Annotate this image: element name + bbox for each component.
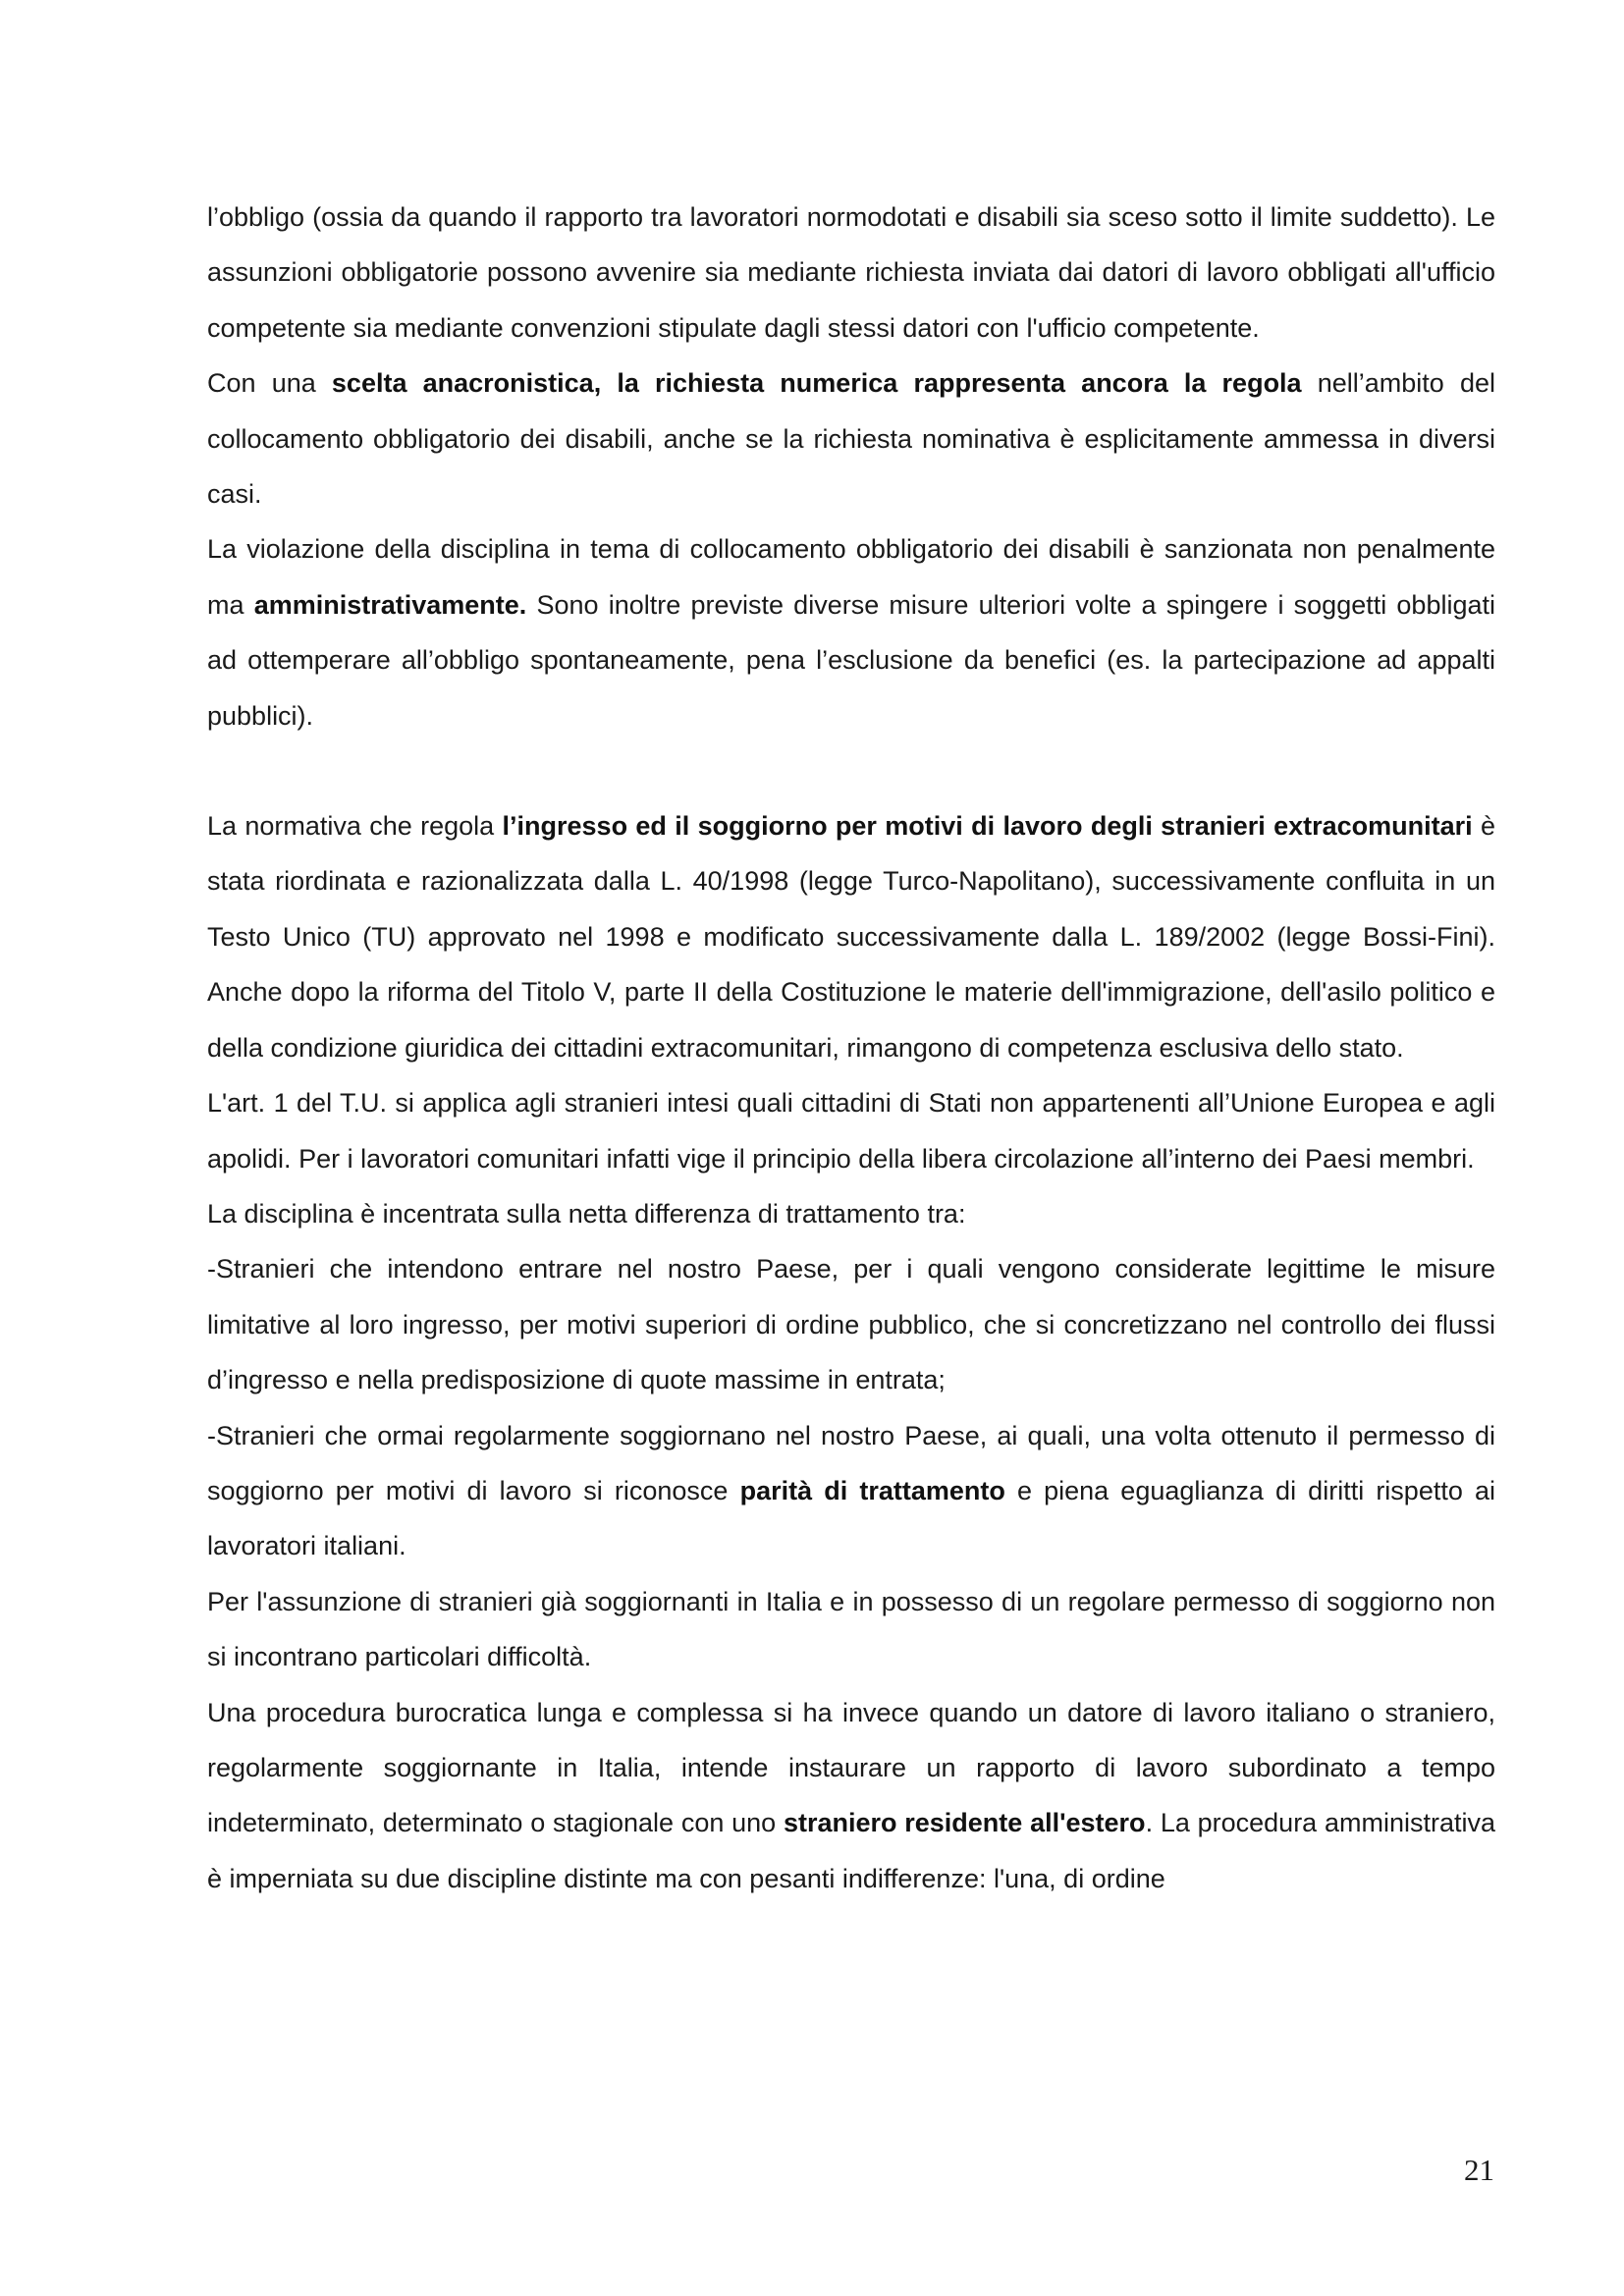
paragraph-gap: [207, 743, 1495, 798]
paragraph-2: [207, 355, 1495, 521]
bold-segment: parità di trattamento: [739, 1475, 1005, 1505]
page-number: 21: [1464, 2153, 1494, 2187]
text-segment: Sono inoltre previste diverse misure ulteriori volte a spingere i soggetti obbligati ad ottemperare all’obbligo spontaneamente, pena l’esclusione da benefici (es. la partecipazione ad appalti pubblici).: [207, 589, 1495, 731]
text-segment: è stata riordinata e razionalizzata dalla L. 40/1998 (legge Turco-Napolitano), successivamente confluita in un Testo Unico (TU) approvato nel 1998 e modificato successivamente dalla L. 189/2002 (legge Bossi-Fini). Anche dopo la riforma del Titolo V, parte II della Costituzione le materie dell'immigrazione, dell'asilo politico e della condizione giuridica dei cittadini extracomunitari, rimangono di competenza esclusiva dello stato.: [207, 811, 1495, 1063]
bold-segment: scelta anacronistica, la richiesta numerica rappresenta ancora la regola: [331, 368, 1302, 399]
paragraph-5: [207, 1075, 1495, 1186]
paragraph-6: [207, 1186, 1495, 1241]
text-segment: L'art. 1 del T.U. si applica agli stranieri intesi quali cittadini di Stati non appartenenti all’Unione Europea e agli apolidi. Per i lavoratori comunitari infatti vige il principio della libera circolazione all’interno dei Paesi membri.: [207, 1088, 1495, 1174]
paragraph-8: [207, 1408, 1495, 1574]
text-segment: e piena eguaglianza di diritti rispetto ai lavoratori italiani.: [207, 1475, 1495, 1561]
paragraph-4: [207, 798, 1495, 1075]
bold-segment: l’ingresso ed il soggiorno per motivi di lavoro degli stranieri extracomunitari: [502, 811, 1473, 842]
paragraph-1: [207, 190, 1495, 355]
bold-segment: amministrativamente.: [253, 589, 527, 620]
text-segment: La normativa che regola: [207, 811, 503, 842]
text-segment: La violazione della disciplina in tema di collocamento obbligatorio dei disabili è sanzionata non penalmente ma: [207, 534, 1495, 620]
bold-segment: straniero residente all'estero: [783, 1808, 1146, 1838]
paragraph-9: [207, 1574, 1495, 1685]
body-text: [207, 190, 1495, 1906]
paragraph-7: [207, 1241, 1495, 1407]
text-segment: nell’ambito del collocamento obbligatorio dei disabili, anche se la richiesta nominativa è esplicitamente ammessa in diversi casi.: [207, 368, 1495, 510]
text-segment: La disciplina è incentrata sulla netta differenza di trattamento tra:: [207, 1198, 966, 1229]
paragraph-10: [207, 1685, 1495, 1907]
paragraph-3: [207, 521, 1495, 743]
text-segment: l’obbligo (ossia da quando il rapporto tra lavoratori normodotati e disabili sia sceso sotto il limite suddetto). Le assunzioni obbligatorie possono avvenire sia mediante richiesta inviata dai datori di lavoro obbligati all'ufficio competente sia mediante convenzioni stipulate dagli stessi datori con l'ufficio competente.: [207, 202, 1495, 343]
text-segment: -Stranieri che intendono entrare nel nostro Paese, per i quali vengono considerate legittime le misure limitative al loro ingresso, per motivi superiori di ordine pubblico, che si concretizzano nel controllo dei flussi d’ingresso e nella predisposizione di quote massime in entrata;: [207, 1254, 1495, 1395]
text-segment: . La procedura amministrativa è imperniata su due discipline distinte ma con pesanti indifferenze: l'una, di ordine: [207, 1808, 1496, 1893]
text-segment: Con una: [207, 368, 332, 399]
text-segment: Una procedura burocratica lunga e complessa si ha invece quando un datore di lavoro italiano o straniero, regolarmente soggiornante in Italia, intende instaurare un rapporto di lavoro subordinato a tempo indeterminato, determinato o stagionale con uno: [207, 1697, 1495, 1838]
text-segment: -Stranieri che ormai regolarmente soggiornano nel nostro Paese, ai quali, una volta ottenuto il permesso di soggiorno per motivi di lavoro si riconosce: [207, 1420, 1495, 1505]
text-segment: Per l'assunzione di stranieri già soggiornanti in Italia e in possesso di un regolare permesso di soggiorno non si incontrano particolari difficoltà.: [207, 1586, 1495, 1672]
